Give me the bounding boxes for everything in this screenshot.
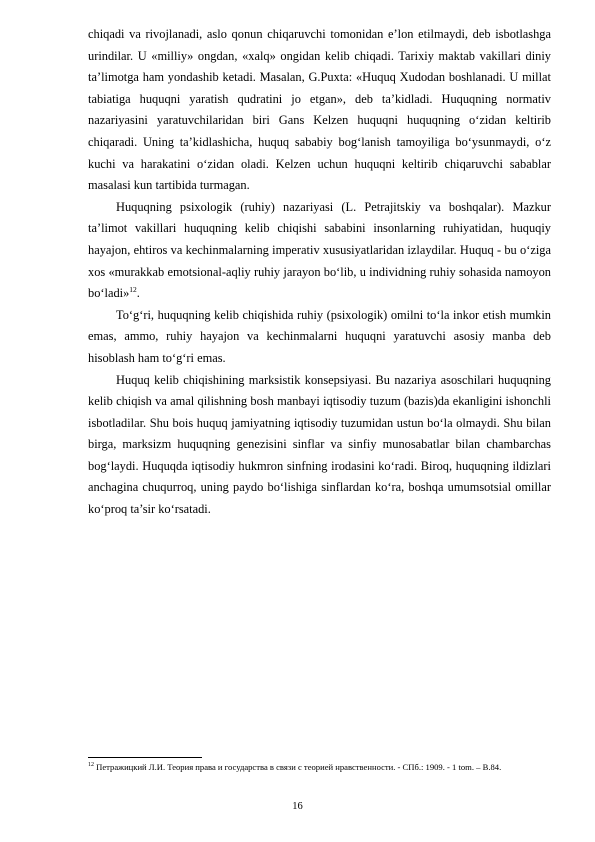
page-body — [88, 24, 551, 521]
paragraph-4: Huquq kelib chiqishining marksistik konsepsiyasi. Bu nazariya asoschilari huquqning kelib chiqish va amal qilishning bosh manbayi iqtisodiy tuzum (bazis)da ekanligini ishonchli isbotladilar. Shu bois huquq jamiyatning iqtisodiy tuzumidan ustun bo‘la olmaydi. Shu bilan birga, marksizm huquqning genezisini sinflar va sinfiy munosabatlar bilan chambarchas bog‘laydi. Huquqda iqtisodiy hukmron sinfning irodasini ko‘radi. Biroq, huquqning ildizlari anchagina chuqurroq, uning paydo bo‘lishiga sinflardan ko‘ra, boshqa umumsotsial omillar ko‘proq ta’sir ko‘rsatadi. — [88, 372, 551, 517]
page-number: 16 — [292, 801, 303, 812]
footnote-number: 12 — [88, 762, 94, 769]
footnote — [88, 762, 551, 774]
paragraph-2-tail: . — [136, 286, 140, 301]
paragraph-2 — [88, 197, 551, 305]
footnote-text: Петражицкий Л.И. Теория права и государства в связи с теорией нравственности. - СПб.: 1909. - 1 tom. – B.84. — [94, 762, 502, 772]
footnote-ref-12[interactable]: 12 — [129, 285, 137, 294]
paragraph-1: chiqadi va rivojlanadi, aslo qonun chiqaruvchi tomonidan e’lon etilmaydi, deb isbotlashga urindilar. U «milliy» ongdan, «xalq» ongidan kelib chiqadi. Tarixiy maktab vakillari diniy ta’limotga ham yondashib ketadi. Masalan, G.Puxta: «Huquq Xudodan boshlanadi. U millat tabiatiga huquqni yaratish qudratini jo etgan», deb ta’kidladi. Huquqning normativ nazariyasini yaratuvchilaridan biri Gans Kelzen huquqni huquqning o‘zidan keltirib chiqaradi. Uning ta’kidlashicha, huquq sababiy bog‘lanish tamoyiliga bo‘ysunmaydi, o‘z kuchi va harakatini o‘zidan oladi. Kelzen uchun huquqni keltirib chiqaruvchi sabablar masalasi kun tartibida turmagan. — [88, 27, 551, 193]
footnote-divider — [88, 757, 202, 758]
paragraph-3: To‘g‘ri, huquqning kelib chiqishida ruhiy (psixologik) omilni to‘la inkor etish mumkin emas, ammo, ruhiy hayajon va kechinmalarni huquqni yaratuvchi asosiy manba deb hisoblash ham to‘g‘ri emas. — [88, 307, 551, 365]
paragraph-2-text: Huquqning psixologik (ruhiy) nazariyasi (L. Petrajitskiy va boshqalar). Mazkur ta’limot vakillari huquqning kelib chiqishi sababini insonlarning ruhiyatidan, huquqiy hayajon, ehtiros va kechinmalarning imperativ xususiyatlaridan izlaydilar. Huquq - bu o‘ziga xos «murakkab emotsional-aqliy ruhiy jarayon bo‘lib, u individning ruhiy sohasida namoyon bo‘ladi» — [88, 199, 551, 301]
